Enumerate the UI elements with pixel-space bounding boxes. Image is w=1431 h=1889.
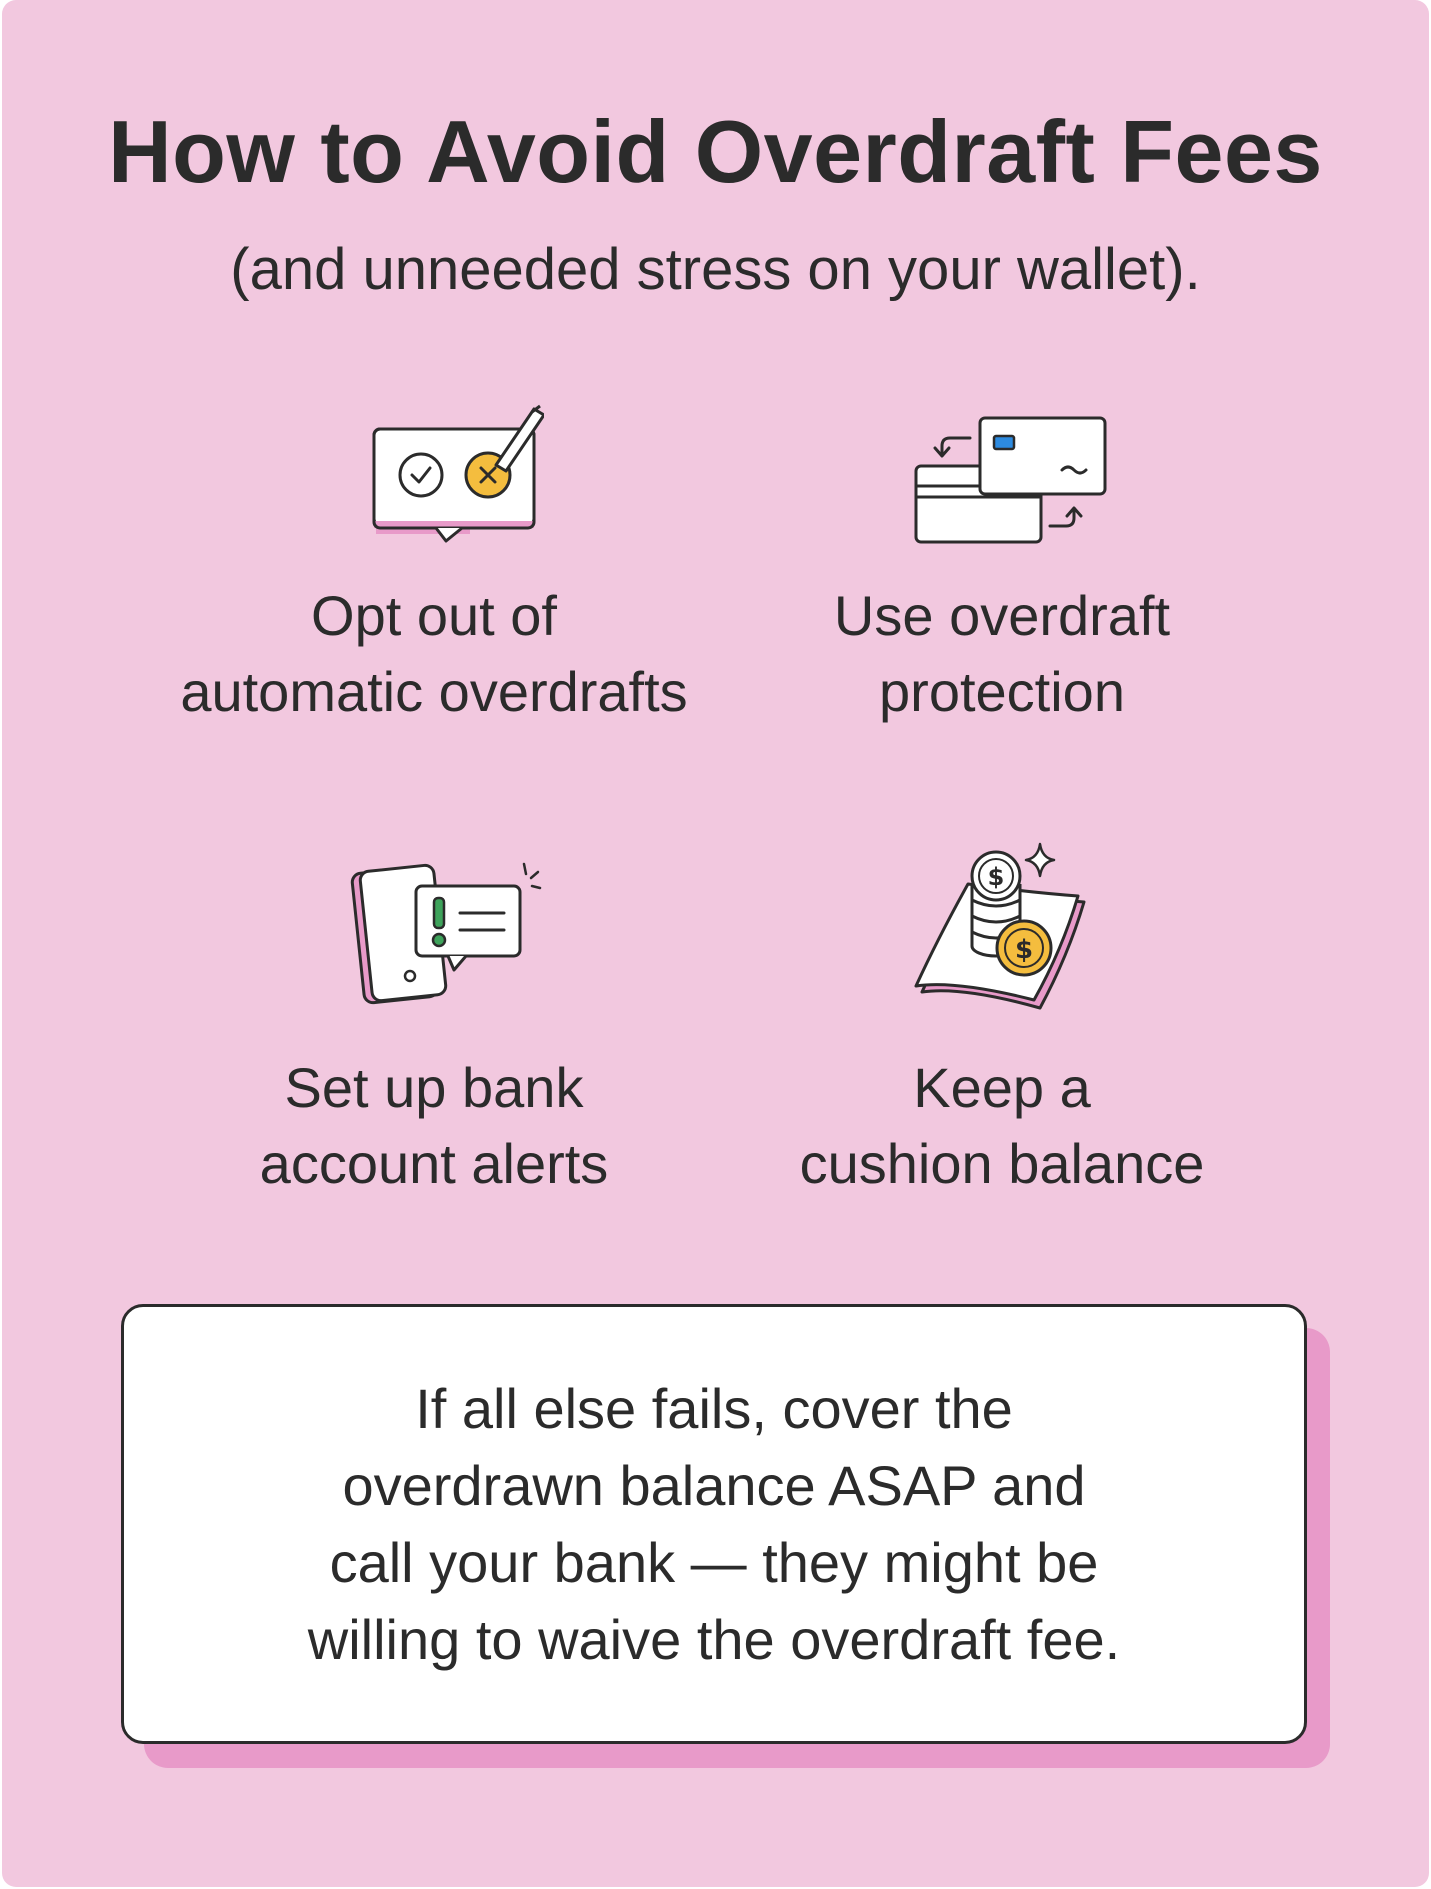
tip-label bbox=[692, 1050, 1312, 1202]
tip-label-line-1: Keep a bbox=[913, 1056, 1091, 1119]
svg-text:$: $ bbox=[1014, 935, 1034, 965]
tip-label-line-2: cushion balance bbox=[799, 1132, 1205, 1195]
phone-alert-icon bbox=[324, 858, 544, 1008]
tip-overdraft-protection bbox=[692, 410, 1312, 740]
tip-label-line-1: Use overdraft bbox=[833, 584, 1171, 647]
opt-out-message-icon bbox=[324, 395, 544, 555]
tip-label-line-1: Opt out of bbox=[311, 584, 557, 647]
page-title: How to Avoid Overdraft Fees bbox=[108, 102, 1323, 201]
tip-label-line-1: Set up bank bbox=[284, 1056, 584, 1119]
tip-label-line-2: protection bbox=[879, 660, 1125, 723]
note-line-4: willing to waive the overdraft fee. bbox=[307, 1608, 1121, 1671]
page-subtitle: (and unneeded stress on your wallet). bbox=[230, 237, 1201, 302]
tip-cushion-balance bbox=[692, 836, 1312, 1206]
svg-text:$: $ bbox=[987, 863, 1005, 891]
tip-opt-out bbox=[124, 395, 744, 735]
tip-label bbox=[124, 578, 744, 730]
tip-label-line-2: automatic overdrafts bbox=[180, 660, 688, 723]
tip-label bbox=[124, 1050, 744, 1202]
note-box bbox=[121, 1304, 1307, 1744]
coins-on-pillow-icon bbox=[892, 836, 1112, 1016]
tip-label-line-2: account alerts bbox=[259, 1132, 609, 1195]
tip-account-alerts bbox=[124, 858, 744, 1208]
linked-cards-icon bbox=[892, 410, 1112, 550]
note-line-2: overdrawn balance ASAP and bbox=[342, 1454, 1086, 1517]
note-line-3: call your bank — they might be bbox=[329, 1531, 1099, 1594]
tip-label bbox=[692, 578, 1312, 730]
note-text bbox=[214, 1370, 1214, 1678]
note-line-1: If all else fails, cover the bbox=[415, 1377, 1013, 1440]
